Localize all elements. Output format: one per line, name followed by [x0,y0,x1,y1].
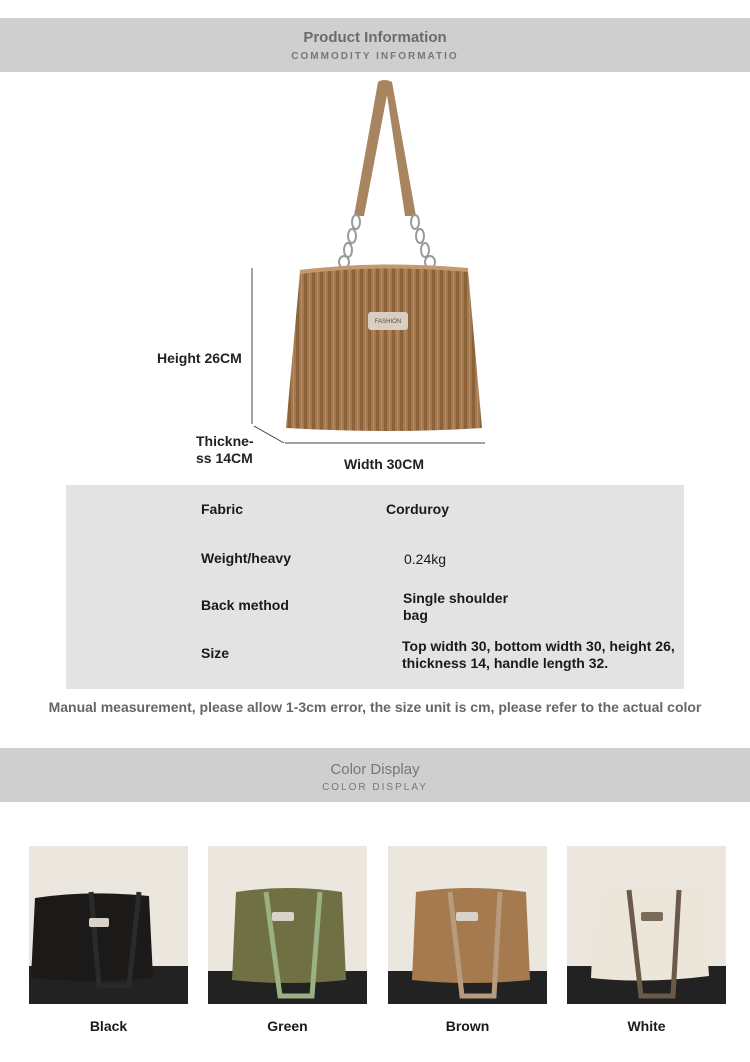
product-info-title: Product Information [303,29,447,46]
shoulder-strap [354,80,416,216]
thickness-label-1: Thickne- [196,433,254,449]
color-swatch-brown[interactable] [388,846,547,1004]
bag-image-brown [388,846,547,1004]
color-swatch-green[interactable] [208,846,367,1004]
product-hero [0,72,750,482]
color-label-white: White [627,1018,666,1034]
color-display-title: Color Display [330,761,420,778]
bag-image-green [208,846,367,1004]
color-display-header [0,748,750,802]
spec-label-weight: Weight/heavy [201,550,291,566]
color-label-green: Green [267,1018,308,1034]
bag-body [286,266,482,431]
bag-image-black [29,846,188,1004]
brand-patch-text: FASHION [374,319,402,325]
product-info-header [0,18,750,72]
spec-label-back-method: Back method [201,597,289,613]
spec-value-size-1: Top width 30, bottom width 30, height 26, [402,638,675,654]
thickness-line [254,426,284,443]
spec-label-size: Size [201,645,230,661]
color-swatch-white[interactable] [567,846,726,1004]
color-swatch-black[interactable] [29,846,188,1004]
main-bag-image [0,72,750,482]
bag-image-white [567,846,726,1004]
chain-links [339,215,435,268]
spec-label-fabric: Fabric [201,501,244,517]
color-display-subtitle: COLOR DISPLAY [322,782,428,793]
thickness-label-2: ss 14CM [196,450,253,466]
spec-value-weight: 0.24kg [404,551,447,567]
measurement-note: Manual measurement, please allow 1-3cm error, the size unit is cm, please refer to the actual color [48,699,702,715]
width-label: Width 30CM [344,456,424,472]
spec-value-size-2: thickness 14, handle length 32. [402,655,609,671]
spec-value-back-method-1: Single shoulder [403,590,509,606]
spec-value-back-method-2: bag [403,607,428,623]
spec-value-fabric: Corduroy [386,501,449,517]
color-label-brown: Brown [445,1018,490,1034]
color-label-black: Black [89,1018,128,1034]
height-label: Height 26CM [157,350,242,366]
product-info-subtitle: COMMODITY INFORMATIO [291,51,459,62]
